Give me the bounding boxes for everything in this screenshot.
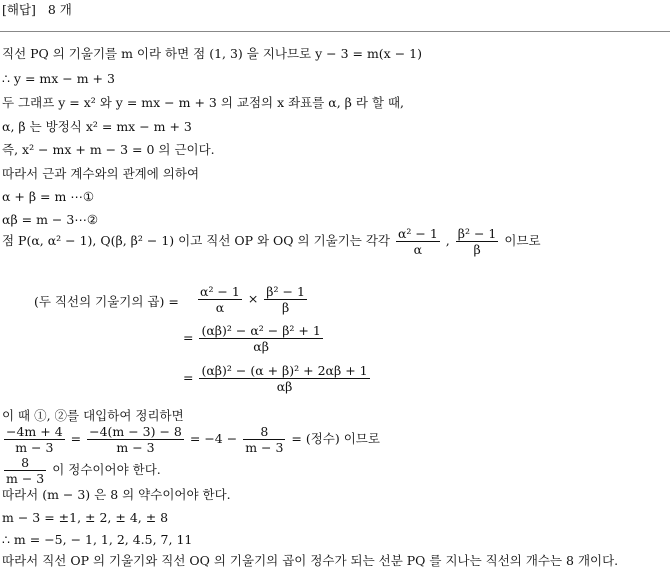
eq1-f1-numerator: α² − 1 [200,284,240,299]
line-8: αβ = m − 3⋯② [2,212,99,227]
eq3-denominator: αβ [276,379,293,394]
eq3-equals: = [183,370,194,385]
l12-fraction [4,455,46,486]
line-3: 두 그래프 y = x² 와 y = mx − m + 3 의 교점의 x 좌표를 α, β 라 할 때, [2,95,405,110]
l11-f3-denominator: m − 3 [245,440,284,455]
times-sign: × [247,291,259,306]
l11-fraction-2 [87,424,184,455]
equation-row-2 [183,323,325,354]
line-9-pre: 점 P(α, α² − 1), Q(β, β² − 1) 이고 직선 OP 와 OQ 의 기울기는 각각 [2,233,390,248]
divider [0,31,670,32]
eq2-numerator: (αβ)² − α² − β² + 1 [201,323,321,338]
equation-lhs: (두 직선의 기울기의 곱) = [34,294,179,309]
eq2-equals: = [183,330,194,345]
slope-oq-fraction [456,226,499,257]
line-9 [2,226,541,257]
line-16: 따라서 직선 OP 의 기울기와 직선 OQ 의 기울기의 곱이 정수가 되는 선분 PQ 를 지나는 직선의 개수는 8 개이다. [2,553,619,568]
slope-op-numerator: α² − 1 [397,226,438,241]
line-1: 직선 PQ 의 기울기를 m 이라 하면 점 (1, 3) 을 지나므로 y − 3 = m(x − 1) [2,46,422,61]
l11-f1-denominator: m − 3 [15,440,54,455]
answer-label: [해답] [2,2,36,17]
line-7: α + β = m ⋯① [2,189,95,204]
line-6: 따라서 근과 계수와의 관계에 의하여 [2,166,200,181]
eq1-f2-numerator: β² − 1 [266,284,305,299]
l12-post: 이 정수이어야 한다. [52,462,161,477]
answer-value: 8 개 [47,2,72,17]
line-13: 따라서 (m − 3) 은 8 의 약수이어야 한다. [2,487,231,502]
line-14: m − 3 = ±1, ± 2, ± 4, ± 8 [2,510,169,525]
slope-oq-numerator: β² − 1 [457,226,497,241]
line-9-post: 이므로 [504,233,541,248]
slope-op-fraction [396,226,440,257]
line-2: ∴ y = mx − m + 3 [2,71,115,86]
line-5: 즉, x² − mx + m − 3 = 0 의 근이다. [2,142,215,157]
line-11 [2,424,380,455]
l12-numerator: 8 [21,455,30,470]
line-10: 이 때 ①, ②를 대입하여 정리하면 [2,408,184,423]
eq1-fraction-1 [198,284,242,315]
line-4: α, β 는 방정식 x² = mx − m + 3 [2,119,192,134]
l12-denominator: m − 3 [6,471,45,486]
eq1-fraction-2 [264,284,307,315]
l11-f1-numerator: −4m + 4 [6,424,63,439]
answer-header [2,2,72,18]
eq2-denominator: αβ [253,339,269,354]
l11-fraction-3 [243,424,285,455]
eq3-fraction [199,363,369,394]
equation-row-1 [196,284,309,315]
equation-row-3 [183,363,372,394]
l11-equals: = [70,431,82,446]
l11-f3-numerator: 8 [260,424,269,439]
l11-f2-denominator: m − 3 [116,440,155,455]
line-9-sep: , [445,233,450,248]
eq1-f2-denominator: β [281,300,290,315]
l11-fraction-1 [4,424,65,455]
eq1-f1-denominator: α [215,300,225,315]
line-12 [2,455,161,486]
l11-post: = (정수) 이므로 [291,431,380,446]
l11-f2-numerator: −4(m − 3) − 8 [89,424,182,439]
slope-op-denominator: α [413,242,423,257]
l11-mid: = −4 − [189,431,238,446]
slope-oq-denominator: β [473,242,481,257]
line-15: ∴ m = −5, − 1, 1, 2, 4.5, 7, 11 [2,532,193,547]
eq2-fraction [199,323,322,354]
eq3-numerator: (αβ)² − (α + β)² + 2αβ + 1 [201,363,368,378]
